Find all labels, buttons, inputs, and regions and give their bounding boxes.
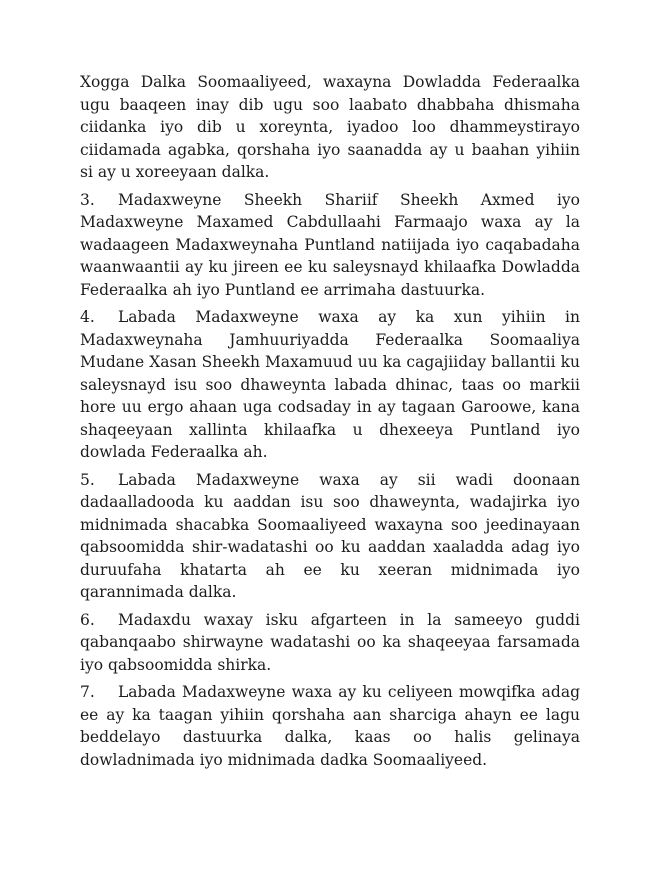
paragraph-number: 6. xyxy=(80,610,95,629)
paragraph-text: Xogga Dalka Soomaaliyeed, waxayna Dowladda Federaalka ugu baaqeen inay dib ugu soo laabato dhabbaha dhismaha ciidanka iyo dib u xoreynta, iyadoo loo dhammeystirayo ciidamada agabka, qorshaha iyo saanadda ay u baahan yihiin si ay u xoreeyaan dalka. xyxy=(80,73,580,181)
paragraph xyxy=(80,609,580,677)
paragraph xyxy=(80,306,580,464)
paragraph-list xyxy=(80,71,580,771)
paragraph-text: Labada Madaxweyne waxa ay ka xun yihiin in Madaxweynaha Jamhuuriyadda Federaalka Soomaaliya Mudane Xasan Sheekh Maxamuud uu ka cagajiiday ballantii ku saleysnayd isu soo dhaweynta labada dhinac, taas oo markii hore uu ergo ahaan uga codsaday in ay tagaan Garoowe, kana shaqeeyaan xallinta khilaafka u dhexeeya Puntland iyo dowlada Federaalka ah. xyxy=(80,308,580,461)
paragraph-text: Labada Madaxweyne waxa ay ku celiyeen mowqifka adag ee ay ka taagan yihiin qorshaha aan sharciga ahayn ee lagu beddelayo dastuurka dalka, kaas oo halis gelinaya dowladnimada iyo midnimada dadka Soomaaliyeed. xyxy=(80,683,580,769)
paragraph-text: Madaxdu waxay isku afgarteen in la sameeyo guddi qabanqaabo shirwayne wadatashi oo ka shaqeeyaa farsamada iyo qabsoomidda shirka. xyxy=(80,610,580,674)
paragraph-number: 4. xyxy=(80,308,95,326)
paragraph-text: Madaxweyne Sheekh Shariif Sheekh Axmed iyo Madaxweyne Maxamed Cabdullaahi Farmaajo waxa ay la wadaageen Madaxweynaha Puntland natiijada iyo caqabadaha waanwaantii ay ku jireen ee ku saleysnayd khilaafka Dowladda Federaalka ah iyo Puntland ee arrimaha dastuurka. xyxy=(80,190,580,299)
paragraph-number: 7. xyxy=(80,683,95,701)
paragraph xyxy=(80,189,580,302)
paragraph-text: Labada Madaxweyne waxa ay sii wadi doonaan dadaalladooda ku aaddan isu soo dhaweynta, wadajirka iyo midnimada shacabka Soomaaliyeed waxayna soo jeedinayaan qabsoomidda shir-wadatashi oo ku aaddan xaaladda adag iyo duruufaha khatarta ah ee ku xeeran midnimada iyo qarannimada dalka. xyxy=(80,470,580,601)
paragraph xyxy=(80,71,580,184)
paragraph xyxy=(80,469,580,604)
paragraph-number: 3. xyxy=(80,190,95,209)
paragraph xyxy=(80,681,580,771)
paragraph-number: 5. xyxy=(80,470,95,489)
